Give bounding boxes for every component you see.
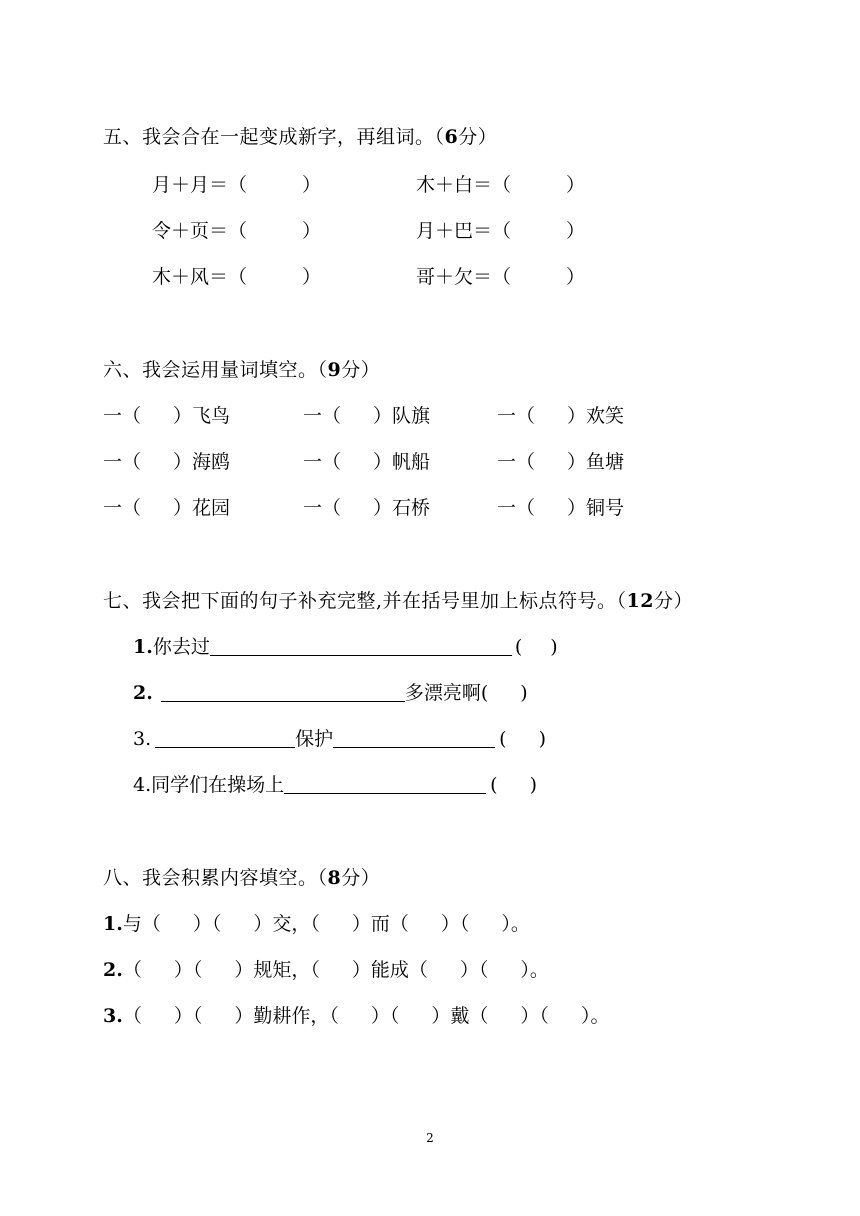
question-number: 1. [103, 913, 123, 935]
measure-close: ） [173, 451, 193, 473]
fill-text: ）。 [501, 913, 530, 935]
fill-text: （ [122, 1005, 142, 1027]
measure-close: ） [373, 451, 393, 473]
section-8-title-text: 八、我会积累内容填空。（ [103, 867, 328, 889]
section-7-score: 12 [626, 590, 654, 612]
fill-text: ）。 [520, 959, 549, 981]
measure-prefix: 一（ [303, 451, 342, 473]
section-7-q3 [133, 724, 546, 751]
measure-noun: 石桥 [392, 497, 431, 519]
fill-text: （ [122, 959, 142, 981]
section-5-item-left: 令＋页＝（ [152, 220, 248, 242]
section-6-item [497, 493, 624, 520]
question-number: 3. [133, 728, 152, 750]
measure-noun: 鱼塘 [586, 451, 625, 473]
fill-text: ）（ [173, 1005, 203, 1027]
section-8-q1 [103, 909, 530, 936]
section-7-title-end: 分） [654, 590, 694, 612]
section-6-item [303, 493, 430, 520]
answer-blank[interactable] [284, 773, 486, 794]
fill-text: ）（ [192, 913, 222, 935]
section-5-item-right: 月＋巴＝（ [416, 220, 512, 242]
paren-close: ) [520, 682, 528, 704]
answer-blank[interactable] [210, 635, 512, 656]
section-5-score: 6 [444, 126, 459, 148]
measure-noun: 花园 [192, 497, 231, 519]
question-number: 1. [133, 636, 153, 658]
measure-prefix: 一（ [303, 405, 342, 427]
question-text: 多漂亮啊 [404, 682, 481, 704]
measure-noun: 队旗 [392, 405, 431, 427]
measure-prefix: 一（ [103, 451, 142, 473]
section-8-q2 [103, 955, 549, 982]
section-5-item-right: 哥＋欠＝（ [416, 266, 512, 288]
section-7-q1 [133, 632, 558, 659]
paren-open: ( [490, 774, 498, 796]
section-6-item [303, 447, 430, 474]
fill-text: ）交，（ [253, 913, 320, 935]
section-5-row-1 [152, 170, 321, 197]
section-5-close: ） [566, 220, 586, 242]
section-5-row-2 [152, 216, 321, 243]
measure-noun: 海鸥 [192, 451, 231, 473]
fill-text: ）（ [459, 959, 489, 981]
section-5-row-1-right [416, 170, 585, 197]
section-6-title [103, 355, 380, 382]
section-5-item-right: 木＋白＝（ [416, 174, 512, 196]
measure-close: ） [373, 497, 393, 519]
section-7-q4 [133, 770, 537, 797]
section-6-score: 9 [327, 359, 342, 381]
paren-open: ( [514, 636, 523, 658]
section-7-q2 [133, 678, 528, 705]
measure-close: ） [567, 451, 587, 473]
measure-prefix: 一（ [497, 405, 536, 427]
section-6-item [497, 447, 624, 474]
section-5-item-left: 月＋月＝（ [152, 174, 248, 196]
question-text: 你去过 [152, 636, 210, 658]
fill-text: ）（ [370, 1005, 400, 1027]
section-5-title-text: 五、我会合在一起变成新字，再组词。（ [103, 126, 445, 148]
section-6-item [103, 493, 230, 520]
measure-prefix: 一（ [103, 405, 142, 427]
section-5-row-2-right [416, 216, 585, 243]
fill-text: ）戴（ [431, 1005, 489, 1027]
section-8-title-end: 分） [341, 867, 381, 889]
section-6-item [497, 401, 624, 428]
page-number: 2 [426, 1131, 434, 1145]
paren-open: ( [499, 728, 507, 750]
fill-text: ）勤耕作，（ [234, 1005, 339, 1027]
fill-text: 与（ [122, 913, 161, 935]
measure-noun: 铜号 [586, 497, 625, 519]
measure-prefix: 一（ [103, 497, 142, 519]
fill-text: ）（ [173, 959, 203, 981]
section-5-row-3-right [416, 262, 585, 289]
section-5-close: ） [566, 266, 586, 288]
section-5-title [103, 122, 497, 149]
measure-prefix: 一（ [497, 497, 536, 519]
section-6-title-text: 六、我会运用量词填空。（ [103, 359, 328, 381]
section-5-close: ） [302, 174, 322, 196]
section-5-close: ） [302, 266, 322, 288]
measure-noun: 欢笑 [586, 405, 625, 427]
measure-close: ） [173, 405, 193, 427]
question-number: 2. [133, 682, 153, 704]
answer-blank[interactable] [333, 727, 495, 748]
fill-text: ）。 [580, 1005, 610, 1027]
section-7-title [103, 586, 693, 613]
measure-close: ） [173, 497, 193, 519]
section-8-title [103, 863, 380, 890]
fill-text: ）（ [520, 1005, 549, 1027]
measure-close: ） [373, 405, 393, 427]
measure-noun: 飞鸟 [192, 405, 231, 427]
fill-text: ）规矩，（ [234, 959, 320, 981]
measure-prefix: 一（ [303, 497, 342, 519]
fill-text: ）能成（ [351, 959, 428, 981]
answer-blank[interactable] [161, 681, 405, 702]
section-5-row-3 [152, 262, 321, 289]
section-6-title-end: 分） [341, 359, 381, 381]
fill-text: ）（ [440, 913, 470, 935]
paren-open: ( [480, 682, 489, 704]
question-number: 4. [133, 774, 152, 796]
section-5-close: ） [302, 220, 322, 242]
measure-prefix: 一（ [497, 451, 536, 473]
section-8-score: 8 [327, 867, 342, 889]
question-number: 3. [103, 1005, 123, 1027]
section-5-title-end: 分） [458, 126, 498, 148]
measure-close: ） [567, 405, 587, 427]
question-text: 同学们在操场上 [151, 774, 285, 796]
section-6-item [103, 447, 230, 474]
section-8-q3 [103, 1001, 609, 1028]
fill-text: ）而（ [351, 913, 409, 935]
section-6-item [303, 401, 430, 428]
paren-close: ) [529, 774, 537, 796]
section-7-title-text: 七、我会把下面的句子补充完整,并在括号里加上标点符号。（ [103, 590, 627, 612]
paren-close: ) [550, 636, 558, 658]
measure-noun: 帆船 [392, 451, 431, 473]
answer-blank[interactable] [155, 727, 295, 748]
section-6-item [103, 401, 230, 428]
section-5-close: ） [566, 174, 586, 196]
question-number: 2. [103, 959, 123, 981]
paren-close: ) [538, 728, 546, 750]
section-5-item-left: 木＋风＝（ [152, 266, 248, 288]
measure-close: ） [567, 497, 587, 519]
question-text: 保护 [295, 728, 334, 750]
